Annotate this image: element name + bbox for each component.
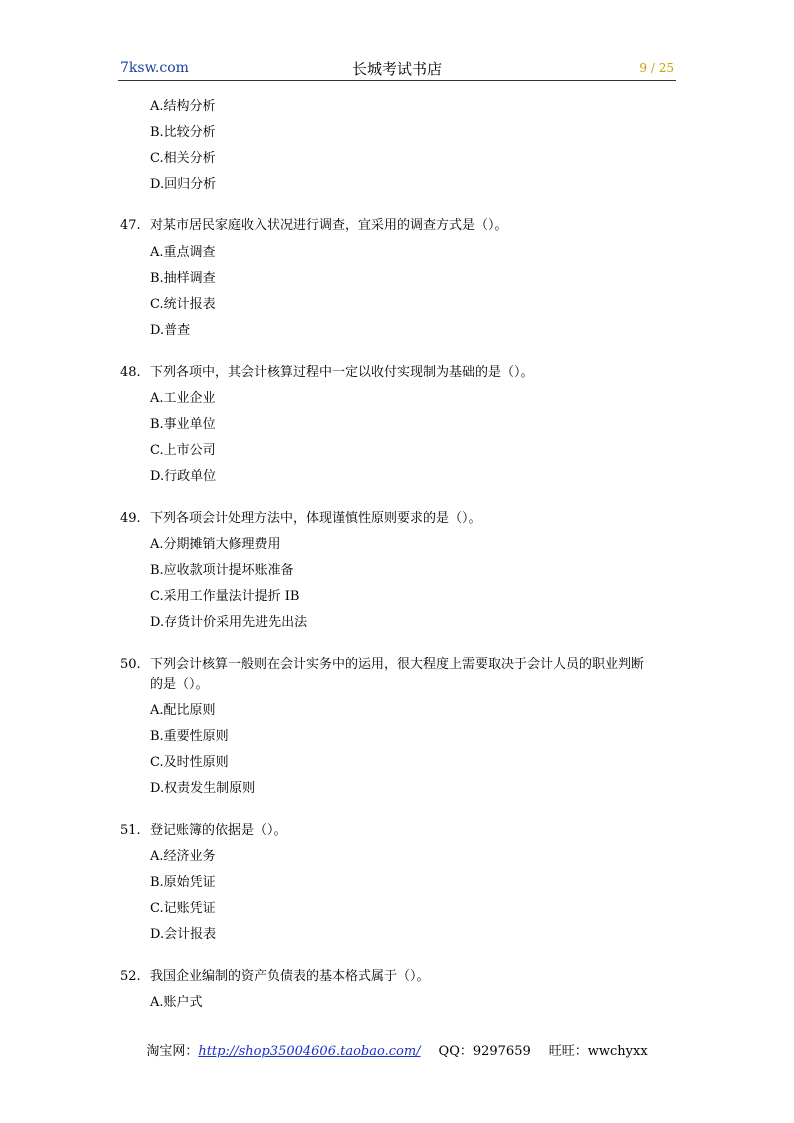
option: C.及时性原则: [150, 755, 229, 770]
question-number: 48.: [120, 365, 141, 380]
question-52: [120, 968, 676, 986]
taobao-label: 淘宝网：: [146, 1044, 199, 1059]
header-title: 长城考试书店: [351, 60, 442, 78]
question-text-continued: 的是（）。: [150, 677, 209, 692]
option: D.行政单位: [150, 469, 217, 484]
question-number: 51.: [120, 823, 141, 838]
option: B.应收款项计提坏账准备: [150, 563, 294, 578]
option: A.重点调查: [150, 245, 216, 260]
option: C.统计报表: [150, 297, 216, 312]
question-49: [120, 510, 676, 528]
question-51: [120, 822, 676, 840]
option: B.事业单位: [150, 417, 216, 432]
question-text: 登记账簿的依据是（）。: [150, 823, 287, 838]
qq-contact: QQ：9297659: [438, 1044, 531, 1059]
question-number: 50.: [120, 657, 141, 672]
option: D.权责发生制原则: [150, 781, 256, 796]
question-text: 对某市居民家庭收入状况进行调查，宜采用的调查方式是（）。: [150, 218, 508, 233]
question-text: 我国企业编制的资产负债表的基本格式属于（）。: [150, 969, 430, 984]
question-50: [120, 656, 676, 674]
question-47: [120, 217, 676, 235]
option: B.抽样调查: [150, 271, 216, 286]
question-text: 下列各项中，其会计核算过程中一定以收付实现制为基础的是（）。: [150, 365, 534, 380]
option: C.记账凭证: [150, 901, 216, 916]
question-text: 下列各项会计处理方法中，体现谨慎性原则要求的是（）。: [150, 511, 482, 526]
option: B.重要性原则: [150, 729, 229, 744]
question-text: 下列会计核算一般则在会计实务中的运用，很大程度上需要取决于会计人员的职业判断: [150, 657, 645, 672]
page-number: 9 / 25: [639, 61, 674, 75]
option: A.配比原则: [150, 703, 216, 718]
option: B.比较分析: [150, 125, 216, 140]
option: B.原始凭证: [150, 875, 216, 890]
option: D.普查: [150, 323, 191, 338]
option: A.经济业务: [150, 849, 216, 864]
option: A.账户式: [150, 995, 203, 1010]
option: A.结构分析: [150, 99, 216, 114]
site-link[interactable]: 7ksw.com: [120, 60, 189, 76]
page-footer: [0, 1040, 794, 1059]
question-number: 47.: [120, 218, 141, 233]
option: D.存货计价采用先进先出法: [150, 615, 308, 630]
option: C.上市公司: [150, 443, 216, 458]
question-number: 49.: [120, 511, 141, 526]
option: A.工业企业: [150, 391, 216, 406]
option: C.采用工作量法计提折 IB: [150, 589, 300, 604]
question-number: 52.: [120, 969, 141, 984]
option: D.回归分析: [150, 177, 217, 192]
question-48: [120, 364, 676, 382]
option: D.会计报表: [150, 927, 217, 942]
wangwang-contact: 旺旺：wwchyxx: [548, 1044, 648, 1059]
option: A.分期摊销大修理费用: [150, 537, 281, 552]
page-header: [118, 58, 676, 81]
option: C.相关分析: [150, 151, 216, 166]
shop-link[interactable]: http://shop35004606.taobao.com/: [198, 1044, 421, 1059]
